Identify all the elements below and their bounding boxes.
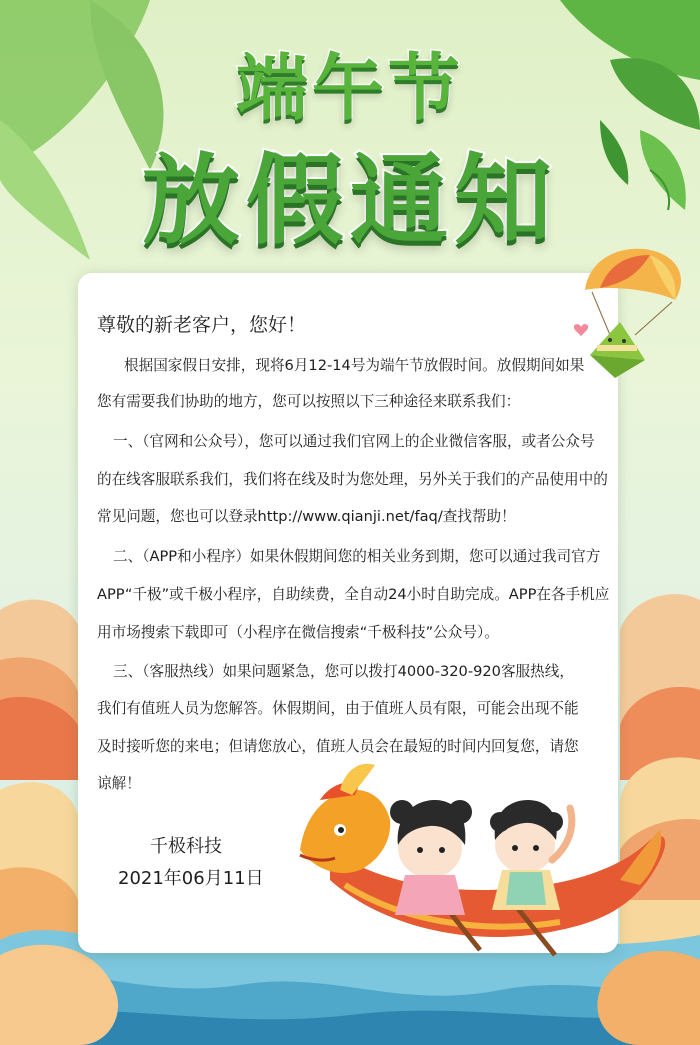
signature-date: 2021年06月11日 [118, 868, 264, 889]
cloud-icon [620, 594, 700, 960]
paragraph-line: 常见问题，您也可以登录http://www.qianji.net/faq/查找帮助！ [97, 508, 516, 525]
paragraph-line: APP“千极”或千极小程序，自助续费，全自动24小时自助完成。APP在各手机应 [97, 586, 610, 603]
paragraph-line: 及时接听您的来电；但请您放心，值班人员会在最短的时间内回复您，请您 [97, 738, 579, 755]
paragraph-line: 用市场搜索下载即可（小程序在微信搜索“千极科技”公众号）。 [97, 624, 499, 641]
cloud-icon [0, 600, 80, 960]
paragraph-line: 二、（APP和小程序）如果休假期间您的相关业务到期，您可以通过我司官方 [113, 548, 601, 565]
signature-company: 千极科技 [150, 836, 222, 857]
paragraph-line: 一、（官网和公众号），您可以通过我们官网上的企业微信客服，或者公众号 [113, 433, 595, 450]
paragraph-line: 谅解！ [97, 775, 141, 792]
paragraph-line: 的在线客服联系我们，我们将在线及时为您处理，另外关于我们的产品使用中的 [97, 471, 608, 488]
paragraph-line: 您有需要我们协助的地方，您可以按照以下三种途径来联系我们： [97, 393, 521, 410]
paragraph-line: 根据国家假日安排，现将6月12-14号为端午节放假时间。放假期间如果 [124, 357, 585, 374]
greeting: 尊敬的新老客户，您好！ [97, 314, 307, 336]
title-line-2: 放假通知 [141, 144, 558, 258]
title-line-1: 端午节 [235, 46, 464, 130]
paragraph-line: 我们有值班人员为您解答。休假期间，由于值班人员有限，可能会出现不能 [97, 700, 579, 717]
paragraph-line: 三、（客服热线）如果问题紧急，您可以拨打4000-320-920客服热线， [113, 663, 574, 680]
